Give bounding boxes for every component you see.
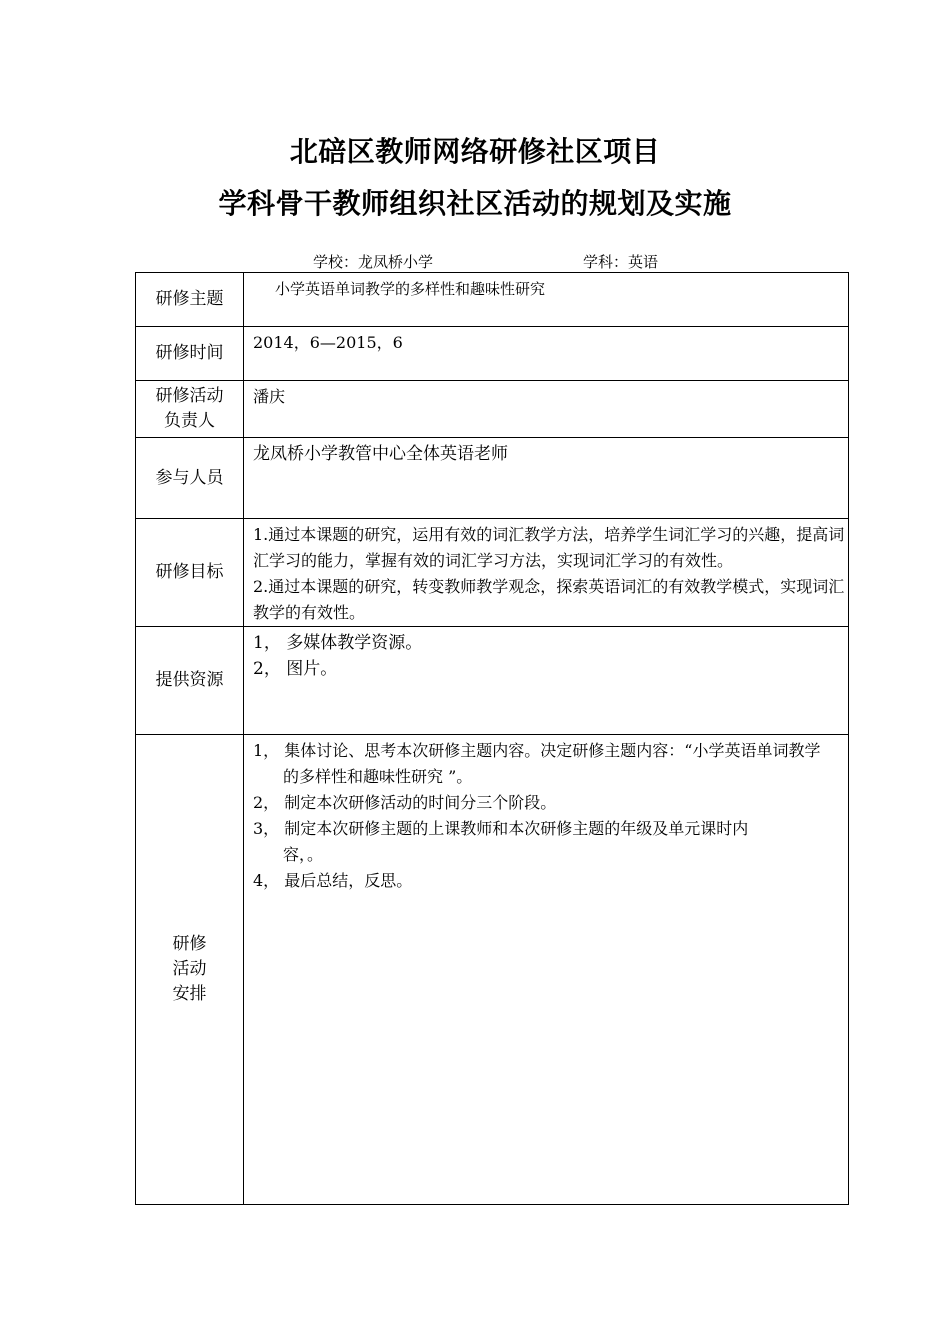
row-goals bbox=[136, 519, 849, 627]
plan-table bbox=[135, 272, 849, 1205]
resource-item-1: 1， 多媒体教学资源。 bbox=[253, 633, 423, 653]
row-participants bbox=[136, 438, 849, 519]
document-title-line2: 学科骨干教师组织社区活动的规划及实施 bbox=[218, 187, 732, 220]
arrangement-item-1-line1: 1， 集体讨论、思考本次研修主题内容。决定研修主题内容：“小学英语单词教学 bbox=[253, 741, 821, 760]
label-arrangement bbox=[136, 735, 244, 1205]
label-leader-line2: 负责人 bbox=[164, 411, 215, 431]
label-participants: 参与人员 bbox=[136, 438, 244, 519]
label-arrangement-line1: 研修 bbox=[172, 934, 207, 954]
value-topic bbox=[244, 273, 849, 327]
label-topic: 研修主题 bbox=[136, 273, 244, 327]
label-leader-line1: 研修活动 bbox=[155, 386, 224, 406]
label-leader bbox=[136, 381, 244, 438]
row-leader bbox=[136, 381, 849, 438]
label-goals: 研修目标 bbox=[136, 519, 244, 627]
value-goals bbox=[244, 519, 849, 627]
school-field: 学校：龙凤桥小学 bbox=[313, 253, 434, 271]
row-arrangement bbox=[136, 735, 849, 1205]
topic-text: 小学英语单词教学的多样性和趣味性研究 bbox=[275, 280, 546, 298]
row-topic bbox=[136, 273, 849, 327]
arrangement-item-2: 2， 制定本次研修活动的时间分三个阶段。 bbox=[253, 793, 557, 812]
arrangement-item-4: 4， 最后总结，反思。 bbox=[253, 871, 413, 890]
arrangement-item-3-line1: 3， 制定本次研修主题的上课教师和本次研修主题的年级及单元课时内 bbox=[253, 819, 749, 838]
value-arrangement bbox=[244, 735, 849, 1205]
label-arrangement-line2: 活动 bbox=[172, 959, 207, 979]
arrangement-item-1-line2: 的多样性和趣味性研究 ”。 bbox=[283, 767, 473, 786]
label-time: 研修时间 bbox=[136, 327, 244, 381]
goal-item-2: 2.通过本课题的研究，转变教师教学观念，探索英语词汇的有效教学模式，实现词汇教学的有效性。 bbox=[253, 577, 845, 622]
label-resources: 提供资源 bbox=[136, 627, 244, 735]
value-time: 2014，6—2015，6 bbox=[244, 327, 849, 381]
value-leader: 潘庆 bbox=[244, 381, 849, 438]
row-time bbox=[136, 327, 849, 381]
arrangement-item-3-line2: 容，。 bbox=[283, 845, 324, 864]
resource-item-2: 2， 图片。 bbox=[253, 659, 338, 679]
value-participants: 龙凤桥小学教管中心全体英语老师 bbox=[244, 438, 849, 519]
document-title-line1: 北碚区教师网络研修社区项目 bbox=[289, 135, 661, 168]
row-resources bbox=[136, 627, 849, 735]
label-arrangement-line3: 安排 bbox=[172, 984, 207, 1004]
subject-field: 学科：英语 bbox=[583, 253, 659, 271]
goal-item-1: 1.通过本课题的研究，运用有效的词汇教学方法，培养学生词汇学习的兴趣，提高词汇学习的能力，掌握有效的词汇学习方法，实现词汇学习的有效性。 bbox=[253, 525, 845, 570]
value-resources bbox=[244, 627, 849, 735]
